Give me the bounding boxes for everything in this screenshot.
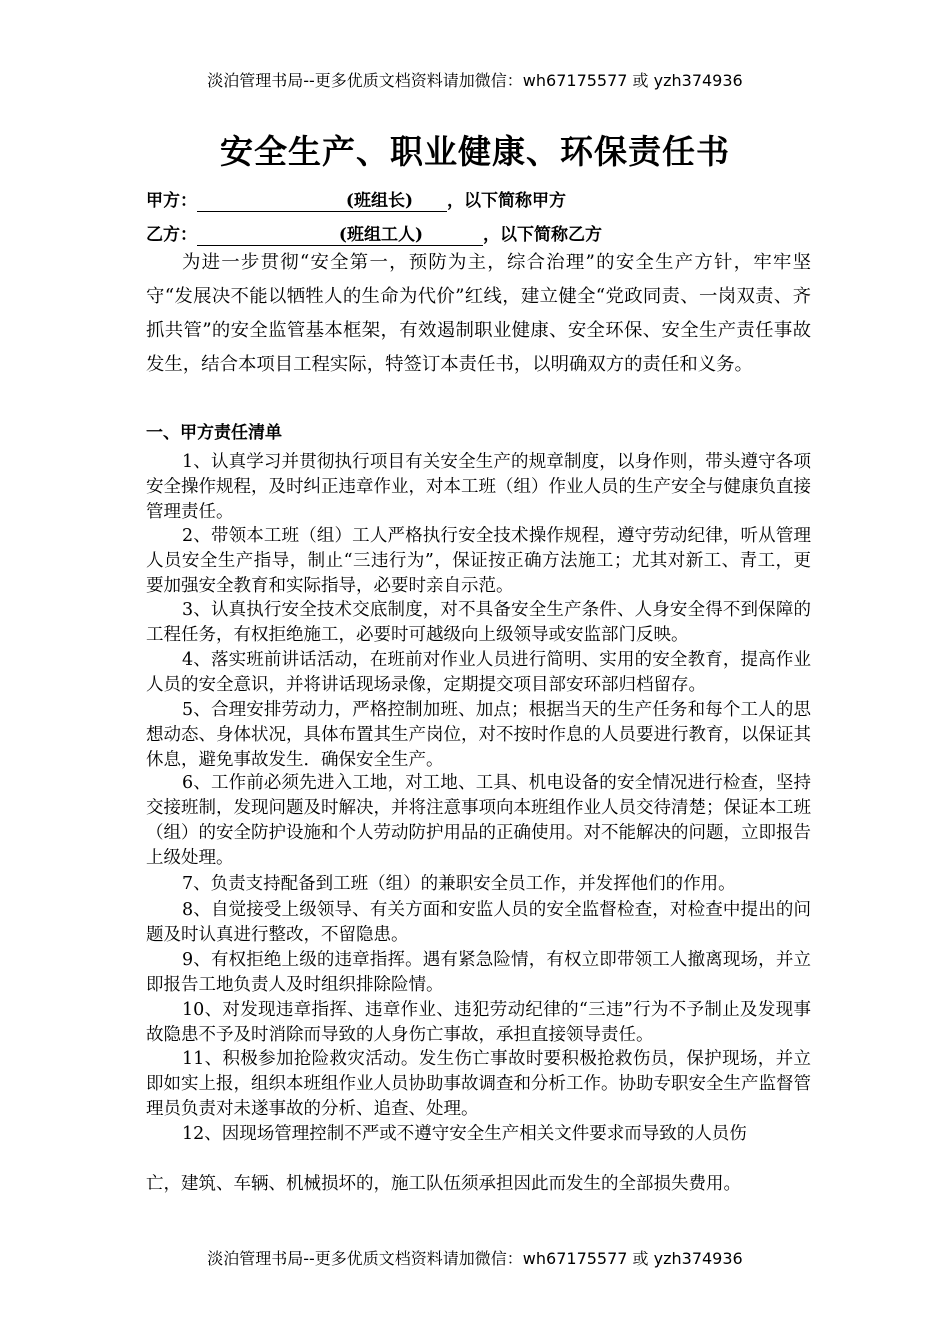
page-footer: 淡泊管理书局--更多优质文档资料请加微信：wh67175577 或 yzh374936 [207, 1249, 743, 1268]
list-item: 7、负责支持配备到工班（组）的兼职安全员工作，并发挥他们的作用。 [182, 874, 736, 894]
list-item: 4、落实班前讲话活动，在班前对作业人员进行简明、实用的安全教育，提高作业人员的安全意识，并将讲话现场录像，定期提交项目部安环部归档留存。 [146, 650, 811, 695]
party-b-role: (班组工人) [338, 225, 423, 245]
document-title: 安全生产、职业健康、环保责任书 [220, 132, 730, 171]
party-b-label: 乙方： [146, 225, 197, 245]
list-item: 6、工作前必须先进入工地，对工地、工具、机电设备的安全情况进行检查，坚持交接班制，发现问题及时解决，并将注意事项向本班组作业人员交待清楚；保证本工班（组）的安全防护设施和个人劳动防护用品的正确使用。对不能解决的问题，立即报告上级处理。 [146, 773, 811, 868]
list-item: 10、对发现违章指挥、违章作业、违犯劳动纪律的“三违”行为不予制止及发现事故隐患不予及时消除而导致的人身伤亡事故，承担直接领导责任。 [146, 1000, 811, 1045]
list-item: 5、合理安排劳动力，严格控制加班、加点；根据当天的生产任务和每个工人的思想动态、身体状况，具体布置其生产岗位，对不按时作息的人员要进行教育，以保证其休息，避免事故发生．确保安全生产。 [146, 700, 811, 770]
list-item: 8、自觉接受上级领导、有关方面和安监人员的安全监督检查，对检查中提出的问题及时认真进行整改，不留隐患。 [146, 900, 811, 945]
page-header: 淡泊管理书局--更多优质文档资料请加微信：wh67175577 或 yzh374936 [207, 71, 743, 90]
party-b-suffix: ，以下简称乙方 [483, 225, 602, 245]
party-b-blank [197, 220, 483, 246]
intro-paragraph: 为进一步贯彻“安全第一，预防为主，综合治理”的安全生产方针，牢牢坚守“发展决不能以牺牲人的生命为代价”红线，建立健全“党政同责、一岗双责、齐抓共管”的安全监管基本框架，有效遏制职业健康、安全环保、安全生产责任事故发生，结合本项目工程实际，特签订本责任书，以明确双方的责任和义务。 [146, 252, 811, 375]
list-item: 11、积极参加抢险救灾活动。发生伤亡事故时要积极抢救伤员，保护现场，并立即如实上报，组织本班组作业人员协助事故调查和分析工作。协助专职安全生产监督管理员负责对未遂事故的分析、追查、处理。 [146, 1049, 811, 1119]
party-a-label: 甲方： [146, 191, 197, 211]
list-item: 12、因现场管理控制不严或不遵守安全生产相关文件要求而导致的人员伤 [182, 1124, 747, 1144]
list-item: 亡，建筑、车辆、机械损坏的，施工队伍须承担因此而发生的全部损失费用。 [146, 1174, 741, 1194]
list-item: 9、有权拒绝上级的违章指挥。遇有紧急险情，有权立即带领工人撤离现场，并立即报告工地负责人及时组织排除险情。 [146, 950, 811, 995]
list-item: 2、带领本工班（组）工人严格执行安全技术操作规程，遵守劳动纪律，听从管理人员安全生产指导，制止“三违行为”，保证按正确方法施工；尤其对新工、青工，更要加强安全教育和实际指导，必要时亲自示范。 [146, 526, 811, 596]
party-a-role: (班组长) [345, 191, 413, 211]
party-a-blank [197, 186, 447, 212]
party-a-line [146, 186, 566, 212]
party-a-suffix: ，以下简称甲方 [447, 191, 566, 211]
section-title: 一、甲方责任清单 [146, 423, 282, 443]
list-item: 1、认真学习并贯彻执行项目有关安全生产的规章制度，以身作则，带头遵守各项安全操作规程，及时纠正违章作业，对本工班（组）作业人员的生产安全与健康负直接管理责任。 [146, 452, 811, 522]
party-b-line [146, 220, 602, 246]
list-item: 3、认真执行安全技术交底制度，对不具备安全生产条件、人身安全得不到保障的工程任务，有权拒绝施工，必要时可越级向上级领导或安监部门反映。 [146, 600, 811, 645]
